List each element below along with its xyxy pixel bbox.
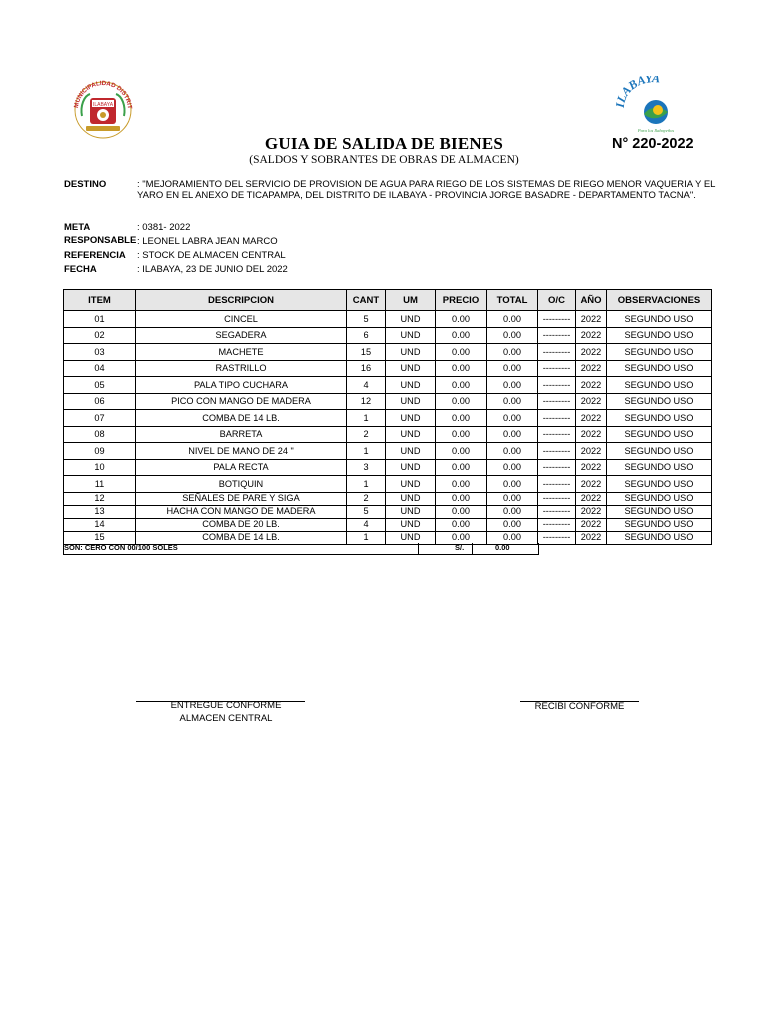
table-row [64, 327, 712, 344]
anio-cell: 2022 [576, 492, 607, 505]
observaciones-cell: SEGUNDO USO [607, 377, 712, 394]
oc-cell: --------- [538, 476, 576, 493]
document-subtitle: (SALDOS Y SOBRANTES DE OBRAS DE ALMACEN) [249, 154, 519, 166]
item-cell: 08 [64, 426, 136, 443]
table-row [64, 344, 712, 361]
item-cell: 05 [64, 377, 136, 394]
total-cell: 0.00 [487, 492, 538, 505]
total-cell: 0.00 [487, 410, 538, 427]
cant-cell: 2 [347, 492, 386, 505]
observaciones-cell: SEGUNDO USO [607, 393, 712, 410]
anio-cell: 2022 [576, 311, 607, 328]
descripcion-cell: BARRETA [136, 426, 347, 443]
cant-cell: 1 [347, 476, 386, 493]
item-cell: 14 [64, 518, 136, 531]
descripcion-cell: PICO CON MANGO DE MADERA [136, 393, 347, 410]
destino-value: : "MEJORAMIENTO DEL SERVICIO DE PROVISION DE AGUA PARA RIEGO DE LOS SISTEMAS DE RIEGO MENOR VAQUERIA Y EL YARO EN EL ANEXO DE TICAPAMPA, DEL DISTRITO DE ILABAYA - PROVINCIA JORGE BASADRE - DEPARTAMENTO TACNA". [137, 179, 716, 201]
um-cell: UND [386, 476, 436, 493]
observaciones-cell: SEGUNDO USO [607, 360, 712, 377]
ilabaya-logo-text: ILABAYA [614, 76, 661, 109]
anio-cell: 2022 [576, 531, 607, 544]
oc-cell: --------- [538, 410, 576, 427]
total-cell: 0.00 [487, 426, 538, 443]
item-cell: 11 [64, 476, 136, 493]
amount-in-words: SON: CERO CON 00/100 SOLES [64, 543, 178, 552]
table-row [64, 377, 712, 394]
ilabaya-tagline: Para los Ilabayeños [637, 128, 675, 133]
anio-cell: 2022 [576, 518, 607, 531]
descripcion-cell: COMBA DE 14 LB. [136, 531, 347, 544]
descripcion-cell: MACHETE [136, 344, 347, 361]
municipal-seal-logo [68, 76, 138, 140]
descripcion-cell: RASTRILLO [136, 360, 347, 377]
anio-cell: 2022 [576, 327, 607, 344]
oc-cell: --------- [538, 360, 576, 377]
table-row [64, 393, 712, 410]
oc-cell: --------- [538, 377, 576, 394]
meta-value: : 0381- 2022 [137, 222, 191, 233]
observaciones-cell: SEGUNDO USO [607, 531, 712, 544]
um-cell: UND [386, 459, 436, 476]
anio-cell: 2022 [576, 360, 607, 377]
total-cell: 0.00 [487, 459, 538, 476]
col-header-total: TOTAL [487, 290, 538, 311]
right-signature-label: RECIBI CONFORME [534, 701, 625, 712]
observaciones-cell: SEGUNDO USO [607, 492, 712, 505]
col-header-um: UM [386, 290, 436, 311]
observaciones-cell: SEGUNDO USO [607, 311, 712, 328]
anio-cell: 2022 [576, 443, 607, 460]
precio-cell: 0.00 [436, 492, 487, 505]
descripcion-cell: HACHA CON MANGO DE MADERA [136, 505, 347, 518]
precio-cell: 0.00 [436, 410, 487, 427]
total-cell: 0.00 [487, 377, 538, 394]
precio-cell: 0.00 [436, 505, 487, 518]
total-amount: 0.00 [495, 543, 510, 552]
total-cell: 0.00 [487, 344, 538, 361]
total-cell: 0.00 [487, 476, 538, 493]
item-cell: 02 [64, 327, 136, 344]
destino-label: DESTINO [64, 179, 107, 190]
col-header-cant: CANT [347, 290, 386, 311]
um-cell: UND [386, 344, 436, 361]
precio-cell: 0.00 [436, 377, 487, 394]
anio-cell: 2022 [576, 377, 607, 394]
table-row [64, 443, 712, 460]
precio-cell: 0.00 [436, 360, 487, 377]
items-table [63, 289, 712, 545]
precio-cell: 0.00 [436, 518, 487, 531]
left-signature-sublabel: ALMACEN CENTRAL [179, 713, 273, 724]
anio-cell: 2022 [576, 426, 607, 443]
currency-symbol: S/. [455, 543, 465, 552]
oc-cell: --------- [538, 505, 576, 518]
observaciones-cell: SEGUNDO USO [607, 476, 712, 493]
cant-cell: 3 [347, 459, 386, 476]
observaciones-cell: SEGUNDO USO [607, 327, 712, 344]
table-row [64, 426, 712, 443]
fecha-label: FECHA [64, 264, 97, 275]
summary-divider [472, 543, 473, 555]
table-row [64, 360, 712, 377]
table-row [64, 505, 712, 518]
descripcion-cell: PALA RECTA [136, 459, 347, 476]
item-cell: 12 [64, 492, 136, 505]
total-cell: 0.00 [487, 327, 538, 344]
um-cell: UND [386, 443, 436, 460]
precio-cell: 0.00 [436, 327, 487, 344]
item-cell: 10 [64, 459, 136, 476]
oc-cell: --------- [538, 531, 576, 544]
precio-cell: 0.00 [436, 426, 487, 443]
um-cell: UND [386, 518, 436, 531]
precio-cell: 0.00 [436, 443, 487, 460]
precio-cell: 0.00 [436, 476, 487, 493]
oc-cell: --------- [538, 344, 576, 361]
descripcion-cell: SEÑALES DE PARE Y SIGA [136, 492, 347, 505]
total-cell: 0.00 [487, 531, 538, 544]
um-cell: UND [386, 377, 436, 394]
cant-cell: 5 [347, 311, 386, 328]
observaciones-cell: SEGUNDO USO [607, 518, 712, 531]
responsable-value: : LEONEL LABRA JEAN MARCO [137, 236, 278, 247]
referencia-value: : STOCK DE ALMACEN CENTRAL [137, 250, 286, 261]
seal-inner-text: ILABAYA [92, 102, 114, 108]
meta-label: META [64, 222, 91, 233]
precio-cell: 0.00 [436, 393, 487, 410]
descripcion-cell: COMBA DE 14 LB. [136, 410, 347, 427]
descripcion-cell: CINCEL [136, 311, 347, 328]
anio-cell: 2022 [576, 393, 607, 410]
descripcion-cell: COMBA DE 20 LB. [136, 518, 347, 531]
responsable-label: RESPONSABLE [64, 235, 137, 246]
total-cell: 0.00 [487, 505, 538, 518]
anio-cell: 2022 [576, 459, 607, 476]
observaciones-cell: SEGUNDO USO [607, 459, 712, 476]
oc-cell: --------- [538, 518, 576, 531]
cant-cell: 16 [347, 360, 386, 377]
um-cell: UND [386, 426, 436, 443]
total-cell: 0.00 [487, 518, 538, 531]
table-row [64, 311, 712, 328]
cant-cell: 12 [347, 393, 386, 410]
descripcion-cell: SEGADERA [136, 327, 347, 344]
item-cell: 13 [64, 505, 136, 518]
table-row [64, 459, 712, 476]
descripcion-cell: NIVEL DE MANO DE 24 " [136, 443, 347, 460]
precio-cell: 0.00 [436, 311, 487, 328]
item-cell: 03 [64, 344, 136, 361]
total-cell: 0.00 [487, 443, 538, 460]
item-cell: 01 [64, 311, 136, 328]
table-row [64, 518, 712, 531]
col-header-item: ITEM [64, 290, 136, 311]
oc-cell: --------- [538, 492, 576, 505]
observaciones-cell: SEGUNDO USO [607, 410, 712, 427]
oc-cell: --------- [538, 459, 576, 476]
um-cell: UND [386, 360, 436, 377]
um-cell: UND [386, 531, 436, 544]
cant-cell: 6 [347, 327, 386, 344]
anio-cell: 2022 [576, 476, 607, 493]
cant-cell: 4 [347, 377, 386, 394]
total-cell: 0.00 [487, 311, 538, 328]
item-cell: 15 [64, 531, 136, 544]
document-number: N° 220-2022 [612, 136, 694, 152]
item-cell: 04 [64, 360, 136, 377]
um-cell: UND [386, 393, 436, 410]
oc-cell: --------- [538, 426, 576, 443]
item-cell: 07 [64, 410, 136, 427]
um-cell: UND [386, 505, 436, 518]
col-header-anio: AÑO [576, 290, 607, 311]
um-cell: UND [386, 492, 436, 505]
cant-cell: 5 [347, 505, 386, 518]
table-row [64, 476, 712, 493]
seal-ring-text: MUNICIPALIDAD DISTRIT [73, 79, 133, 109]
anio-cell: 2022 [576, 344, 607, 361]
total-cell: 0.00 [487, 360, 538, 377]
table-row [64, 492, 712, 505]
cant-cell: 15 [347, 344, 386, 361]
col-header-precio: PRECIO [436, 290, 487, 311]
um-cell: UND [386, 311, 436, 328]
referencia-label: REFERENCIA [64, 250, 126, 261]
descripcion-cell: BOTIQUIN [136, 476, 347, 493]
ilabaya-logo [614, 76, 694, 136]
total-cell: 0.00 [487, 393, 538, 410]
observaciones-cell: SEGUNDO USO [607, 505, 712, 518]
item-cell: 06 [64, 393, 136, 410]
oc-cell: --------- [538, 327, 576, 344]
left-signature-label: ENTREGUE CONFORME [170, 700, 282, 711]
table-body [64, 311, 712, 545]
observaciones-cell: SEGUNDO USO [607, 344, 712, 361]
cant-cell: 1 [347, 531, 386, 544]
um-cell: UND [386, 327, 436, 344]
observaciones-cell: SEGUNDO USO [607, 443, 712, 460]
document-title: GUIA DE SALIDA DE BIENES [264, 134, 504, 153]
descripcion-cell: PALA TIPO CUCHARA [136, 377, 347, 394]
fecha-value: : ILABAYA, 23 DE JUNIO DEL 2022 [137, 264, 288, 275]
table-row [64, 410, 712, 427]
item-cell: 09 [64, 443, 136, 460]
col-header-oc: O/C [538, 290, 576, 311]
observaciones-cell: SEGUNDO USO [607, 426, 712, 443]
col-header-observaciones: OBSERVACIONES [607, 290, 712, 311]
cant-cell: 1 [347, 410, 386, 427]
col-header-descripcion: DESCRIPCION [136, 290, 347, 311]
oc-cell: --------- [538, 393, 576, 410]
anio-cell: 2022 [576, 505, 607, 518]
oc-cell: --------- [538, 443, 576, 460]
oc-cell: --------- [538, 311, 576, 328]
precio-cell: 0.00 [436, 344, 487, 361]
cant-cell: 4 [347, 518, 386, 531]
um-cell: UND [386, 410, 436, 427]
cant-cell: 2 [347, 426, 386, 443]
table-header-row [64, 290, 712, 311]
precio-cell: 0.00 [436, 459, 487, 476]
summary-divider [418, 543, 419, 555]
anio-cell: 2022 [576, 410, 607, 427]
cant-cell: 1 [347, 443, 386, 460]
precio-cell: 0.00 [436, 531, 487, 544]
